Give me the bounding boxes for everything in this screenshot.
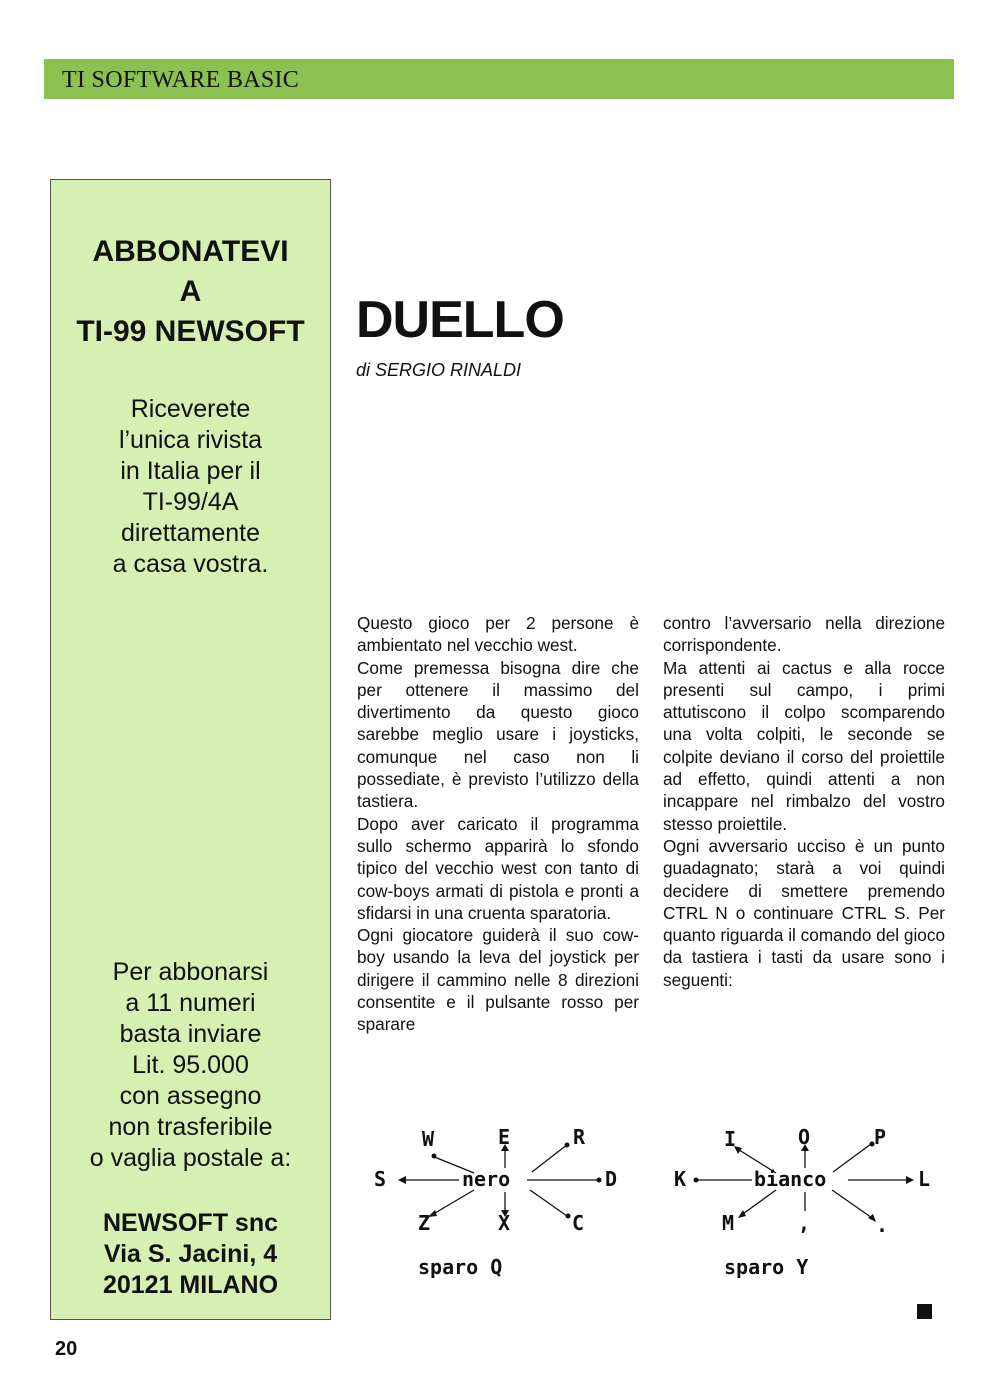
ad-intro-text	[51, 394, 330, 580]
ad-address-line: NEWSOFT snc	[102, 1209, 278, 1237]
key-r-label: R	[573, 1125, 586, 1149]
key-m-label: M	[722, 1211, 735, 1235]
ad-address-line: Via S. Jacini, 4	[103, 1240, 278, 1268]
player1-fire-label: sparo Q	[418, 1255, 503, 1279]
ad-subscription-text	[51, 957, 330, 1174]
paragraph: Dopo aver caricato il programma sullo schermo apparirà lo sfondo tipico del vecchio west con tanto di cow-boys armati di pistola e pronti a sfidarsi in una cruenta sparatoria.	[357, 813, 639, 923]
article-column-1	[357, 612, 639, 1036]
key-z-label: Z	[418, 1211, 431, 1235]
player1-center-label: nero	[462, 1167, 511, 1191]
key-comma-label: ,	[798, 1211, 811, 1235]
ad-text-line: basta inviare	[119, 1020, 262, 1048]
paragraph: Ma attenti ai cactus e alla rocce presenti sul campo, i primi attutiscono il colpo scomparendo una volta colpiti, le seconde se colpite deviano il corso del proiettile ad effetto, quindi attenti a non incappare nel rimbalzo del vostro stesso proiettile.	[663, 657, 945, 834]
article-title: DUELLO	[356, 291, 564, 349]
ad-title-line: A	[179, 275, 202, 308]
ad-title-line: ABBONATEVI	[92, 235, 289, 268]
ad-text-line: a 11 numeri	[125, 989, 256, 1017]
key-e-label: E	[498, 1125, 511, 1149]
section-header-band	[44, 59, 954, 99]
ad-text-line: l’unica rivista	[118, 426, 263, 454]
paragraph: Ogni avversario ucciso è un punto guadagnato; starà a voi quindi decidere di smettere premendo CTRL N o continuare CTRL S. Per quanto riguarda il comando del gioco da tastiera i tasti da usare sono i seguenti:	[663, 835, 945, 990]
ad-title	[51, 232, 330, 352]
ad-text-line: Riceverete	[130, 395, 251, 423]
ad-text-line: non trasferibile	[108, 1113, 273, 1141]
section-title: TI SOFTWARE BASIC	[62, 67, 300, 93]
key-l-label: L	[918, 1167, 931, 1191]
end-of-article-mark	[917, 1304, 932, 1319]
paragraph: contro l’avversario nella direzione corrispondente.	[663, 613, 945, 656]
ad-text-line: o vaglia postale a:	[89, 1144, 292, 1172]
key-x-label: X	[498, 1211, 511, 1235]
player2-fire-label: sparo Y	[724, 1255, 809, 1279]
paragraph: Ogni giocatore guiderà il suo cow-boy usando la leva del joystick per dirigere il cammino nelle 8 direzioni consentite e il pulsante rosso per sparare	[357, 925, 639, 1035]
key-period-label: .	[876, 1213, 889, 1237]
player1-key-diagram	[362, 1118, 632, 1293]
key-p-label: P	[874, 1125, 887, 1149]
ad-text-line: TI-99/4A	[142, 488, 239, 516]
ad-address	[51, 1208, 330, 1301]
key-o-label: O	[798, 1125, 811, 1149]
key-w-label: W	[422, 1127, 435, 1151]
ad-title-line: TI-99 NEWSOFT	[76, 315, 305, 348]
player2-key-diagram	[668, 1118, 938, 1293]
ad-text-line: Lit. 95.000	[132, 1051, 249, 1079]
ad-address-line: 20121 MILANO	[102, 1271, 279, 1299]
ad-text-line: a casa vostra.	[112, 550, 269, 578]
paragraph: Come premessa bisogna dire che per ottenere il massimo del divertimento da questo gioco sarebbe meglio usare i joysticks, comunque nel caso non li possediate, è previsto l’utilizzo della tastiera.	[357, 657, 639, 812]
key-i-label: I	[724, 1127, 737, 1151]
player2-center-label: bianco	[754, 1167, 827, 1191]
key-s-label: S	[374, 1167, 387, 1191]
ad-text-line: con assegno	[119, 1082, 262, 1110]
page-number: 20	[55, 1338, 78, 1360]
article-byline: di SERGIO RINALDI	[356, 360, 522, 380]
subscription-ad-box	[50, 179, 331, 1320]
ad-text-line: direttamente	[121, 519, 260, 547]
ad-text-line: Per abbonarsi	[112, 958, 269, 986]
ad-text-line: in Italia per il	[120, 457, 261, 485]
key-d-label: D	[605, 1167, 618, 1191]
paragraph: Questo gioco per 2 persone è ambientato nel vecchio west.	[357, 613, 639, 656]
article-column-2	[663, 612, 945, 991]
key-c-label: C	[572, 1211, 585, 1235]
key-k-label: K	[674, 1167, 687, 1191]
